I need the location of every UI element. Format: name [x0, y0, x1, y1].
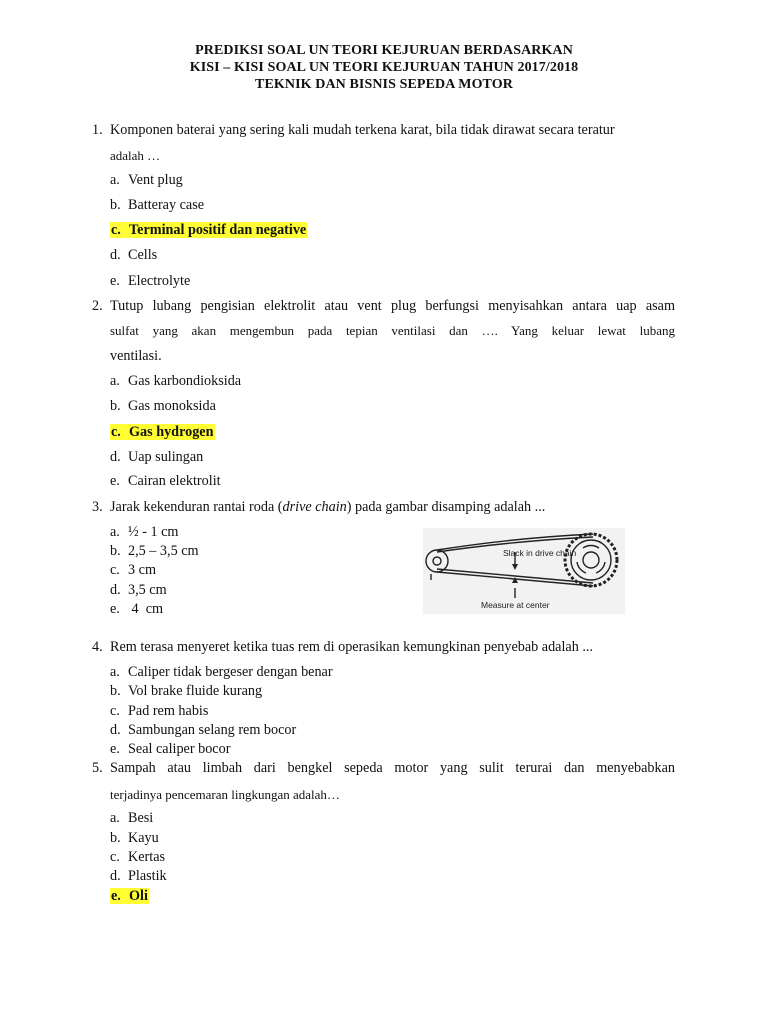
option-letter: a.	[110, 524, 120, 540]
question-text-line: terjadinya pencemaran lingkungan adalah…	[110, 787, 340, 802]
option-text: Uap sulingan	[128, 449, 204, 465]
answer-option-d[interactable]	[110, 582, 167, 599]
option-letter: b.	[110, 683, 121, 699]
option-text: 3 cm	[128, 562, 156, 578]
option-letter: c.	[110, 703, 120, 719]
option-letter: e.	[111, 888, 121, 904]
figure-label-measure: Measure at center	[481, 600, 550, 610]
question-text-part: ) pada gambar disamping adalah ...	[346, 499, 546, 515]
option-letter: d.	[110, 582, 121, 598]
answer-option-a[interactable]	[110, 373, 241, 390]
option-text: Gas hydrogen	[129, 424, 214, 440]
question-text-line: Rem terasa menyeret ketika tuas rem di operasikan kemungkinan penyebab adalah ...	[110, 639, 593, 655]
option-letter: d.	[110, 722, 121, 738]
question-text-line	[110, 499, 675, 516]
option-text: Pad rem habis	[128, 703, 209, 719]
option-letter: c.	[111, 424, 121, 440]
answer-option-d[interactable]	[110, 449, 203, 466]
question-text-line: Sampah atau limbah dari bengkel sepeda motor yang sulit terurai dan menyebabkan	[110, 760, 675, 776]
option-letter: c.	[110, 562, 120, 578]
option-letter: c.	[111, 222, 121, 238]
option-text: Besi	[128, 810, 154, 826]
option-text: Sambungan selang rem bocor	[128, 722, 297, 738]
option-text: Plastik	[128, 868, 167, 884]
option-text: Kertas	[128, 849, 166, 865]
option-letter: a.	[110, 172, 120, 188]
option-text: Electrolyte	[128, 273, 191, 289]
option-letter: d.	[110, 868, 121, 884]
option-text: Vol brake fluide kurang	[128, 683, 263, 699]
answer-option-e-correct[interactable]	[110, 888, 149, 905]
question-text-line: Tutup lubang pengisian elektrolit atau vent plug berfungsi menyisahkan antara uap asam	[110, 298, 675, 314]
option-text: Batteray case	[128, 197, 205, 213]
option-letter: b.	[110, 543, 121, 559]
option-text: 2,5 – 3,5 cm	[128, 543, 199, 559]
document-title-line-1: PREDIKSI SOAL UN TEORI KEJURUAN BERDASARKAN	[195, 43, 573, 58]
question-text-part: Jarak kekenduran rantai roda (	[110, 499, 283, 515]
answer-option-a[interactable]	[110, 664, 333, 681]
option-letter: b.	[110, 830, 121, 846]
document-title-line-3: TEKNIK DAN BISNIS SEPEDA MOTOR	[255, 77, 513, 92]
answer-option-a[interactable]	[110, 810, 153, 827]
question-number: 5.	[92, 760, 103, 776]
answer-option-d[interactable]	[110, 247, 157, 264]
drive-chain-figure	[423, 528, 625, 614]
option-letter: e.	[110, 273, 120, 289]
figure-label-slack: Slack in drive chain	[503, 548, 577, 558]
option-letter: a.	[110, 373, 120, 389]
answer-option-c[interactable]	[110, 562, 156, 579]
answer-option-e[interactable]	[110, 601, 163, 618]
option-text: Gas monoksida	[128, 398, 216, 414]
option-letter: a.	[110, 810, 120, 826]
option-text: Caliper tidak bergeser dengan benar	[128, 664, 333, 680]
question-text-italic: drive chain	[282, 499, 347, 515]
option-text: Oli	[129, 888, 148, 904]
answer-option-a[interactable]	[110, 172, 183, 189]
option-letter: c.	[110, 849, 120, 865]
answer-option-e[interactable]	[110, 741, 230, 758]
option-letter: d.	[110, 449, 121, 465]
question-number: 3.	[92, 499, 103, 515]
answer-option-c-correct[interactable]	[110, 222, 307, 239]
option-letter: e.	[110, 741, 120, 757]
document-title-line-2: KISI – KISI SOAL UN TEORI KEJURUAN TAHUN 2017/2018	[189, 60, 579, 75]
answer-option-b[interactable]	[110, 543, 199, 560]
answer-option-c[interactable]	[110, 849, 165, 866]
option-text: Terminal positif dan negative	[129, 222, 307, 238]
option-letter: b.	[110, 398, 121, 414]
option-text: Vent plug	[128, 172, 183, 188]
question-text-line: ventilasi.	[110, 348, 162, 364]
question-text-line: sulfat yang akan mengembun pada tepian ventilasi dan …. Yang keluar lewat lubang	[110, 323, 675, 338]
answer-option-e[interactable]	[110, 473, 221, 490]
question-text-line: adalah …	[110, 148, 161, 163]
option-letter: a.	[110, 664, 120, 680]
option-letter: e.	[110, 473, 120, 489]
question-text-line: Komponen baterai yang sering kali mudah terkena karat, bila tidak dirawat secara teratur	[110, 122, 615, 138]
answer-option-e[interactable]	[110, 273, 190, 290]
answer-option-d[interactable]	[110, 868, 167, 885]
option-text: ½ - 1 cm	[128, 524, 179, 540]
option-text: 4 cm	[128, 601, 164, 617]
answer-option-b[interactable]	[110, 830, 159, 847]
answer-option-b[interactable]	[110, 398, 216, 415]
option-text: Kayu	[128, 830, 159, 846]
option-letter: b.	[110, 197, 121, 213]
option-text: 3,5 cm	[128, 582, 167, 598]
option-text: Gas karbondioksida	[128, 373, 242, 389]
option-letter: d.	[110, 247, 121, 263]
answer-option-b[interactable]	[110, 197, 204, 214]
option-text: Cells	[128, 247, 158, 263]
question-number: 4.	[92, 639, 103, 655]
question-number: 1.	[92, 122, 103, 138]
answer-option-a[interactable]	[110, 524, 178, 541]
option-text: Seal caliper bocor	[128, 741, 231, 757]
answer-option-c-correct[interactable]	[110, 424, 215, 441]
answer-option-d[interactable]	[110, 722, 296, 739]
option-text: Cairan elektrolit	[128, 473, 221, 489]
option-letter: e.	[110, 601, 120, 617]
answer-option-b[interactable]	[110, 683, 262, 700]
answer-option-c[interactable]	[110, 703, 208, 720]
question-number: 2.	[92, 298, 103, 314]
